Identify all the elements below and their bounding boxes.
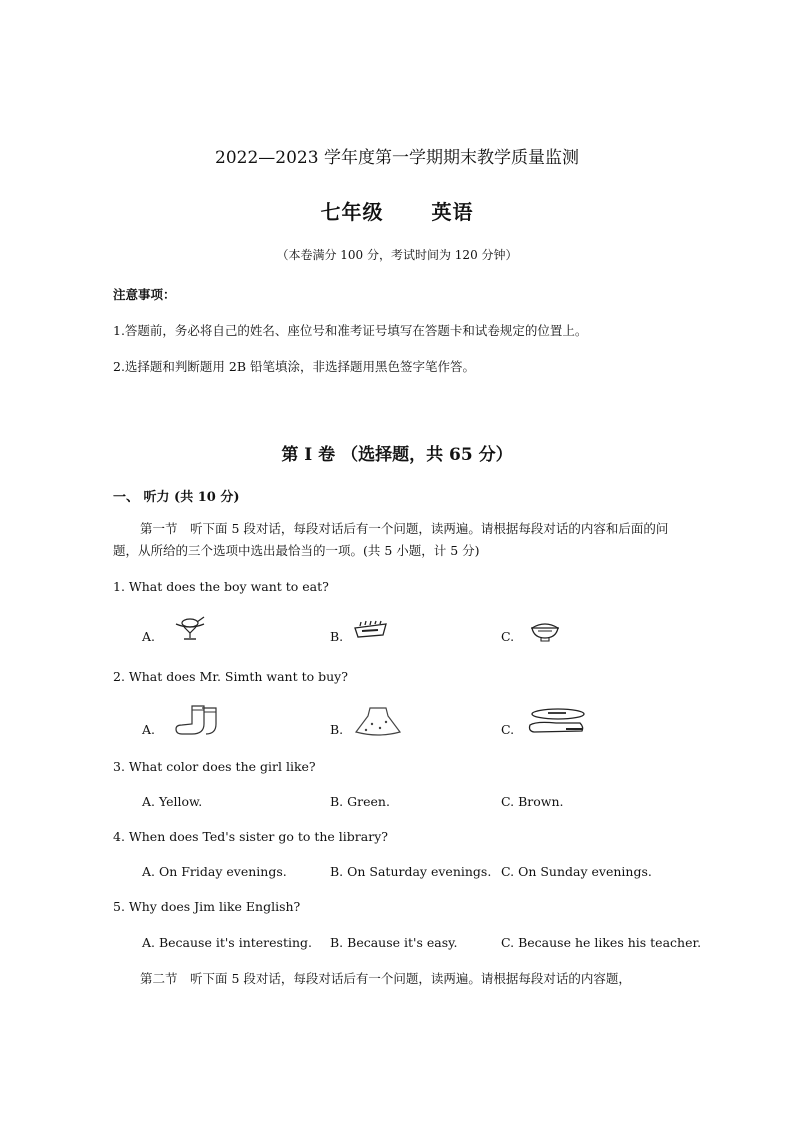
- q5-option-c: C. Because he likes his teacher.: [501, 935, 702, 950]
- notes-heading: 注意事项：: [113, 287, 176, 302]
- note-item: 1.答题前，务必将自己的姓名、座位号和准考证号填写在答题卡和试卷规定的位置上。: [113, 323, 588, 338]
- rice-bowl-icon: [528, 620, 562, 642]
- subject-label: 英语: [431, 200, 474, 224]
- ice-cream-sundae-icon: [170, 616, 210, 642]
- q2-option-a: A.: [142, 722, 156, 737]
- q3-option-b: B. Green.: [330, 794, 390, 809]
- note-item: 2.选择题和判断题用 2B 铅笔填涂，非选择题用黑色签字笔作答。: [113, 359, 476, 374]
- question-5: 5. Why does Jim like English?: [113, 899, 301, 914]
- q3-option-c: C. Brown.: [501, 794, 564, 809]
- q4-option-a: A. On Friday evenings.: [142, 864, 287, 879]
- q1-option-b: B.: [330, 629, 344, 644]
- q3-option-a: A. Yellow.: [142, 794, 203, 809]
- instruction-paragraph: 第一节 听下面 5 段对话，每段对话后有一个问题，读两遍。请根据每段对话的内容和后面的问题，从所给的三个选项中选出最恰当的一项。(共 5 小题，计 5 分): [113, 521, 669, 558]
- question-4: 4. When does Ted's sister go to the library?: [113, 829, 388, 844]
- q4-option-b: B. On Saturday evenings.: [330, 864, 492, 879]
- exam-subtitle: （本卷满分 100 分，考试时间为 120 分钟）: [276, 248, 518, 262]
- instruction-paragraph-2: 第二节 听下面 5 段对话，每段对话后有一个问题，读两遍。请根据每段对话的内容题，: [140, 971, 631, 986]
- q4-option-c: C. On Sunday evenings.: [501, 864, 652, 879]
- q5-option-a: A. Because it's interesting.: [142, 935, 312, 950]
- grade-label: 七年级: [320, 200, 384, 224]
- question-2: 2. What does Mr. Simth want to buy?: [113, 669, 348, 684]
- fries-icon: [352, 620, 390, 640]
- part-title: 一、 听力 (共 10 分): [113, 490, 240, 505]
- grade-subject-line: [0, 196, 794, 225]
- q2-option-b: B.: [330, 722, 344, 737]
- dress-icon: [350, 706, 406, 738]
- question-3: 3. What color does the girl like?: [113, 759, 316, 774]
- section-title: 第 I 卷 （选择题，共 65 分）: [281, 445, 513, 465]
- q1-option-c: C.: [501, 629, 515, 644]
- q1-option-a: A.: [142, 629, 156, 644]
- question-1: 1. What does the boy want to eat?: [113, 579, 329, 594]
- socks-icon: [162, 704, 224, 738]
- exam-title: 2022—2023 学年度第一学期期末教学质量监测: [215, 148, 579, 168]
- q2-option-c: C.: [501, 722, 515, 737]
- shoes-icon: [526, 707, 588, 737]
- q5-option-b: B. Because it's easy.: [330, 935, 458, 950]
